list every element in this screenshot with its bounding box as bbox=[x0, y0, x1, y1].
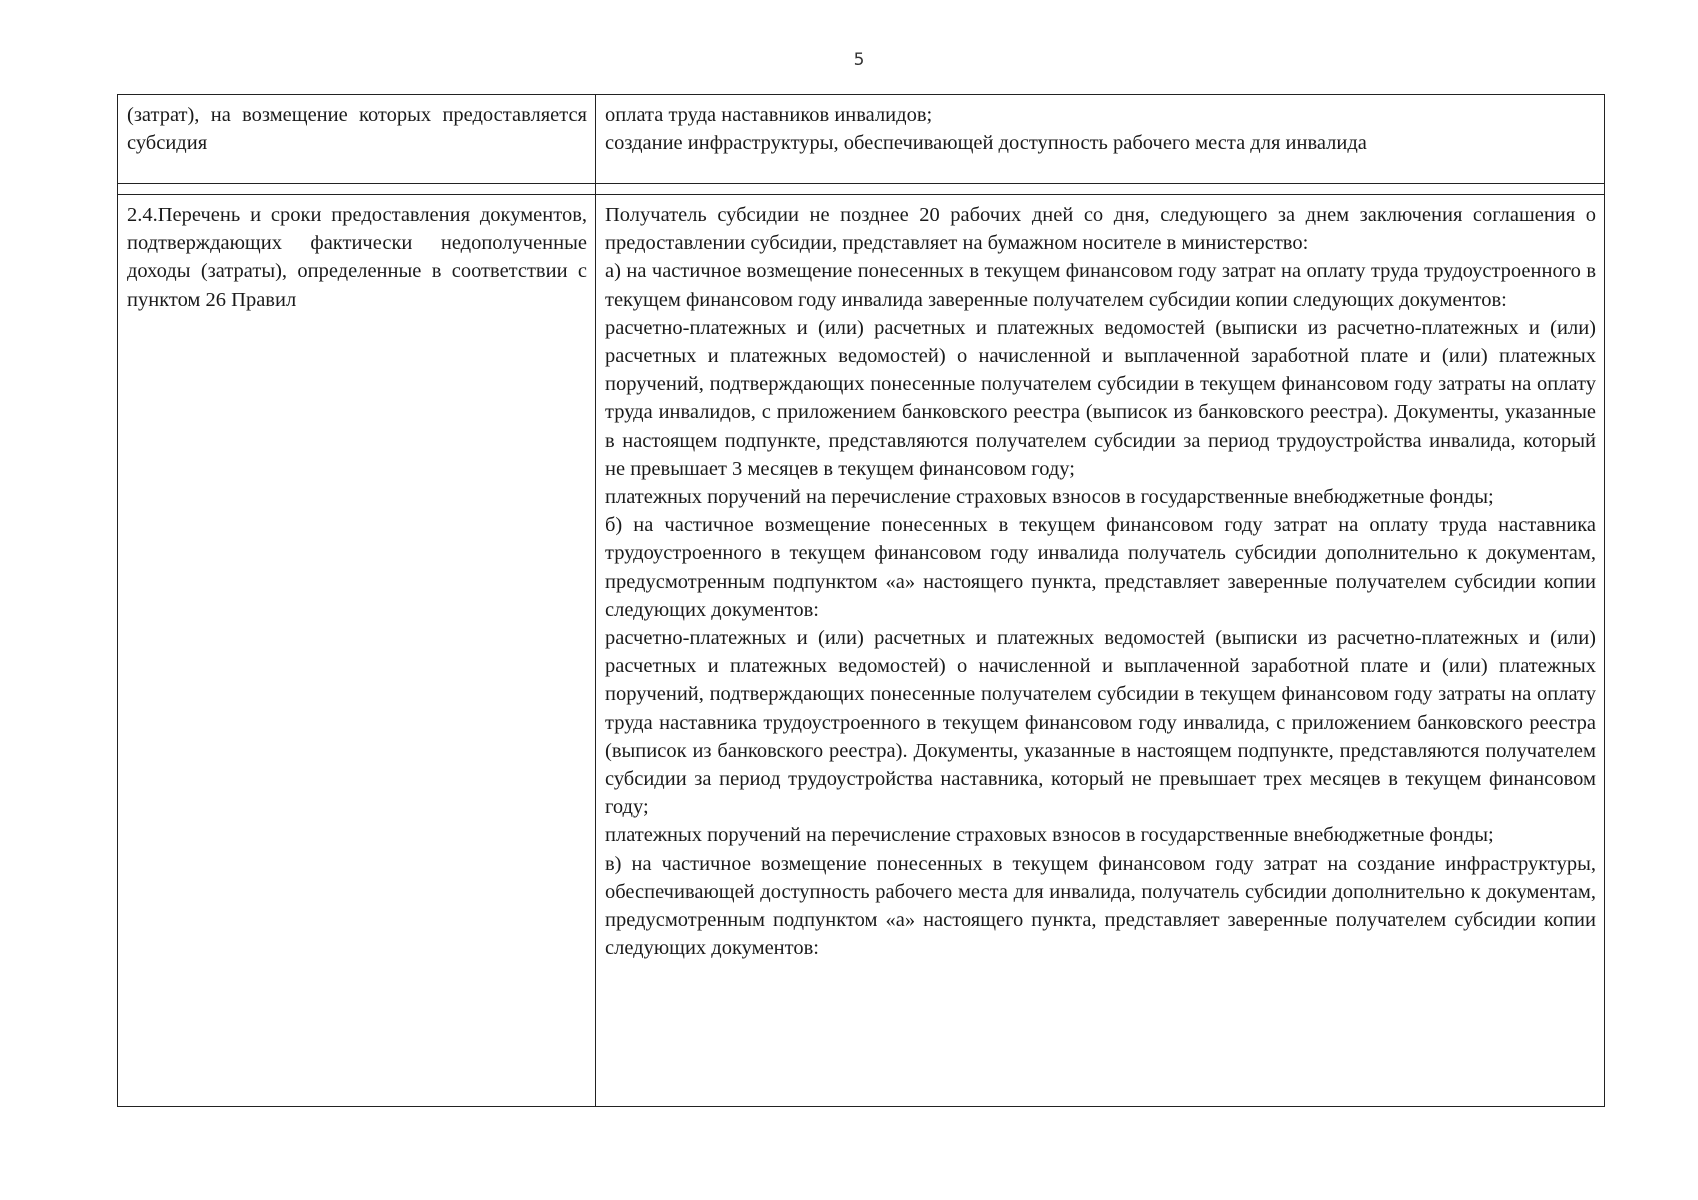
table-row bbox=[118, 95, 1605, 184]
table-row bbox=[118, 195, 1605, 1107]
row1-right-line: создание инфраструктуры, обеспечивающей доступность рабочего места для инвалида bbox=[605, 132, 1367, 155]
row2-paragraph: в) на частичное возмещение понесенных в текущем финансовом году затрат на создание инфраструктуры, обеспечивающей доступность рабочего места для инвалида, получатель субсидии дополнительно к документам, предусмотренным подпунктом «а» настоящего пункта, представляет заверенные получателем субсидии копии следующих документов: bbox=[605, 852, 1596, 960]
document-table bbox=[117, 94, 1605, 1107]
row2-paragraph: расчетно-платежных и (или) расчетных и платежных ведомостей (выписки из расчетно-платежных и (или) расчетных и платежных ведомостей) о начисленной и выплаченной заработной плате и (или) платежных поручений, подтверждающих понесенные получателем субсидии в текущем финансовом году затраты на оплату труда наставника трудоустроенного в текущем финансовом году инвалида, с приложением банковского реестра (выписок из банковского реестра). Документы, указанные в настоящем подпункте, представляются получателем субсидии за период трудоустройства наставника, который не превышает трех месяцев в текущем финансовом году; bbox=[605, 627, 1596, 819]
row2-paragraph: б) на частичное возмещение понесенных в текущем финансовом году затрат на оплату труда наставника трудоустроенного в текущем финансовом году инвалида получатель субсидии дополнительно к документам, предусмотренным подпунктом «а» настоящего пункта, представляет заверенные получателем субсидии копии следующих документов: bbox=[605, 514, 1596, 621]
spacer-cell-left bbox=[118, 184, 596, 195]
page-number: 5 bbox=[853, 50, 865, 70]
row2-paragraph: расчетно-платежных и (или) расчетных и платежных ведомостей (выписки из расчетно-платежных и (или) расчетных и платежных ведомостей) о начисленной и выплаченной заработной плате и (или) платежных поручений, подтверждающих понесенные получателем субсидии в текущем финансовом году затраты на оплату труда инвалидов, с приложением банковского реестра (выписок из банковского реестра). Документы, указанные в настоящем подпункте, представляются получателем субсидии за период трудоустройства инвалида, который не превышает 3 месяцев в текущем финансовом году; bbox=[605, 316, 1596, 480]
table-row-spacer bbox=[118, 184, 1605, 195]
row2-paragraph: а) на частичное возмещение понесенных в текущем финансовом году затрат на оплату труда трудоустроенного в текущем финансовом году инвалида заверенные получателем субсидии копии следующих документов: bbox=[605, 260, 1596, 311]
row1-left-text: (затрат), на возмещение которых предоставляется субсидия bbox=[127, 104, 587, 155]
row1-left-cell bbox=[118, 95, 596, 184]
row2-left-cell bbox=[118, 195, 596, 1107]
row1-right-cell bbox=[596, 95, 1605, 184]
row1-right-line: оплата труда наставников инвалидов; bbox=[605, 104, 933, 126]
row2-paragraph: Получатель субсидии не позднее 20 рабочих дней со дня, следующего за днем заключения соглашения о предоставлении субсидии, представляет на бумажном носителе в министерство: bbox=[605, 204, 1596, 255]
row2-left-text: 2.4.Перечень и сроки предоставления документов, подтверждающих фактически недополученные доходы (затраты), определенные в соответствии с пунктом 26 Правил bbox=[127, 204, 587, 311]
row2-right-cell bbox=[596, 195, 1605, 1107]
row2-paragraph: платежных поручений на перечисление страховых взносов в государственные внебюджетные фонды; bbox=[605, 824, 1494, 847]
row2-paragraph: платежных поручений на перечисление страховых взносов в государственные внебюджетные фонды; bbox=[605, 486, 1494, 509]
spacer-cell-right bbox=[596, 184, 1605, 195]
